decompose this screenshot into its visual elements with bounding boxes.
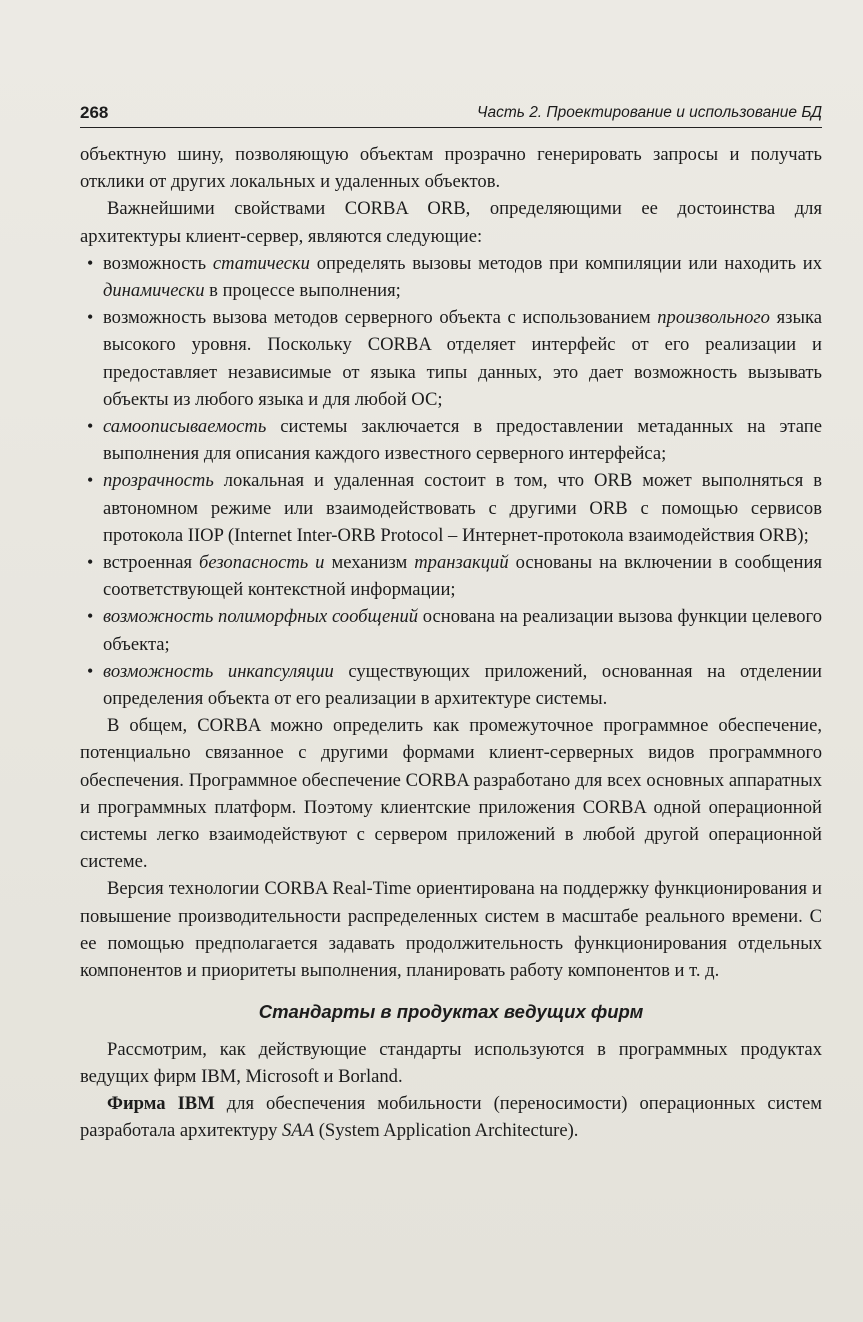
list-item: • самоописываемость системы заключается в предоставлении метаданных на этапе выполнения для описания каждого известного серверного интерфейса; [103, 413, 822, 467]
list-item: • возможность вызова методов серверного объекта с использованием произвольного языка высокого уровня. Поскольку CORBA отделяет интерфейс от его реализации и предоставляет независимые от языка типы данных, это дает возможность вызывать объекты из любого языка и для любой ОС; [103, 304, 822, 413]
paragraph-corba-overview: В общем, CORBA можно определить как промежуточное программное обеспечение, потенциально связанное с другими формами клиент-серверных видов программного обеспечения. Программное обеспечение CORBA разработано для всех основных аппаратных и программных платформ. Поэтому клиентские приложения CORBA одной операционной системы легко взаимодействуют с сервером приложений в любой другой операционной системе. [80, 715, 822, 873]
list-item: • возможность полиморфных сообщений основана на реализации вызова функции целевого объекта; [103, 603, 822, 657]
section-heading: Стандарты в продуктах ведущих фирм [258, 1001, 644, 1023]
paragraph-corba-properties-intro: Важнейшими свойствами CORBA ORB, определяющими ее достоинства для архитектуры клиент-сервер, являются следующие: [80, 198, 822, 247]
list-item: • возможность инкапсуляции существующих приложений, основанная на отделении определения объекта от его реализации в архитектуре системы. [103, 658, 822, 712]
corba-properties-list [80, 250, 822, 712]
page-number: 268 [80, 103, 109, 122]
list-item: • возможность статически определять вызовы методов при компиляции или находить их динамически в процессе выполнения; [103, 250, 822, 304]
list-item: • встроенная безопасность и механизм транзакций основаны на включении в сообщения соответствующей контекстной информации; [103, 549, 822, 603]
running-header [80, 103, 822, 128]
paragraph-corba-realtime: Версия технологии CORBA Real-Time ориентирована на поддержку функционирования и повышение производительности распределенных систем в масштабе реального времени. С ее помощью предполагается задавать продолжительность функционирования отдельных компонентов и приоритеты выполнения, планировать работу компонентов и т. д. [80, 878, 822, 982]
running-title: Часть 2. Проектирование и использование БД [477, 104, 822, 121]
paragraph-continued: объектную шину, позволяющую объектам прозрачно генерировать запросы и получать отклики от других локальных и удаленных объектов. [80, 144, 822, 193]
page-body [80, 141, 822, 1144]
paragraph-vendors-intro: Рассмотрим, как действующие стандарты используются в программных продуктах ведущих фирм IBM, Microsoft и Borland. [80, 1038, 822, 1087]
list-item: • прозрачность локальная и удаленная состоит в том, что ORB может выполняться в автономном режиме или взаимодействовать с другими ORB с помощью сервисов протокола IIOP (Internet Inter-ORB Protocol – Интернет-протокола взаимодействия ORB); [103, 467, 822, 549]
paragraph-ibm: Фирма IBM для обеспечения мобильности (переносимости) операционных систем разработала архитектуру SAA (System Application Architecture). [80, 1092, 822, 1142]
